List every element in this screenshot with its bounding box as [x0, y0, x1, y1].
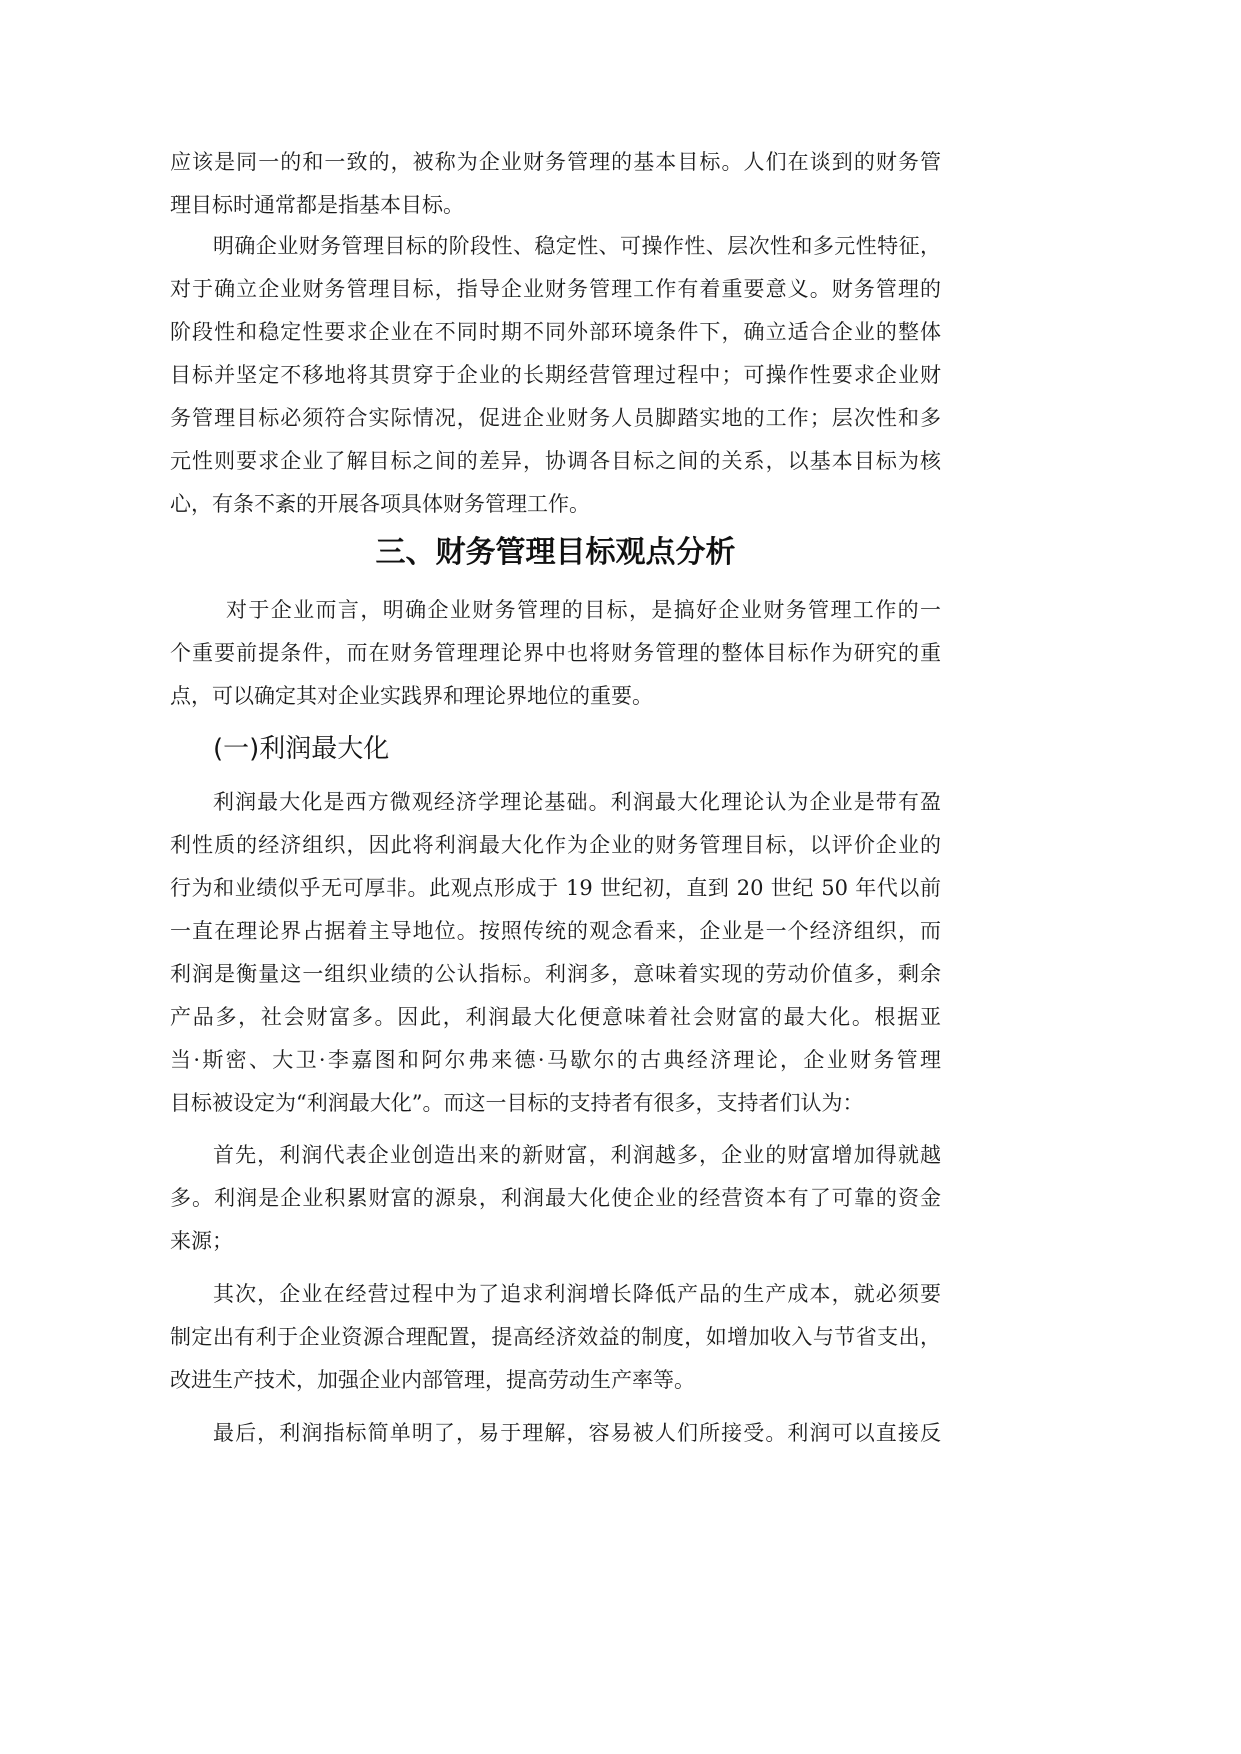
text-line: 利润是衡量这一组织业绩的公认指标。利润多，意味着实现的劳动价值多，剩余	[170, 962, 941, 986]
subsection-heading: (一)利润最大化	[213, 734, 390, 764]
text-line: 多。利润是企业积累财富的源泉，利润最大化使企业的经营资本有了可靠的资金	[170, 1186, 941, 1210]
text-line: 其次，企业在经营过程中为了追求利润增长降低产品的生产成本，就必须要	[213, 1282, 941, 1306]
text-line: 最后，利润指标简单明了，易于理解，容易被人们所接受。利润可以直接反	[213, 1421, 941, 1445]
text-line: 制定出有利于企业资源合理配置，提高经济效益的制度，如增加收入与节省支出，	[170, 1325, 941, 1349]
text-line: 改进生产技术，加强企业内部管理，提高劳动生产率等。	[170, 1368, 695, 1392]
text-line: 行为和业绩似乎无可厚非。此观点形成于 19 世纪初，直到 20 世纪 50 年代以前	[170, 876, 941, 900]
paragraph	[170, 141, 941, 227]
paragraph	[170, 781, 941, 1125]
section-heading: 三、财务管理目标观点分析	[375, 535, 736, 570]
text-line: 利性质的经济组织，因此将利润最大化作为企业的财务管理目标，以评价企业的	[170, 833, 941, 857]
text-line: 对于企业而言，明确企业财务管理的目标，是搞好企业财务管理工作的一	[226, 598, 941, 622]
text-line: 首先，利润代表企业创造出来的新财富，利润越多，企业的财富增加得就越	[213, 1143, 941, 1167]
text-line: 明确企业财务管理目标的阶段性、稳定性、可操作性、层次性和多元性特征，	[213, 234, 941, 258]
text-line: 利润最大化是西方微观经济学理论基础。利润最大化理论认为企业是带有盈	[213, 790, 941, 814]
paragraph	[170, 225, 941, 526]
text-line: 一直在理论界占据着主导地位。按照传统的观念看来，企业是一个经济组织，而	[170, 919, 941, 943]
text-line: 目标并坚定不移地将其贯穿于企业的长期经营管理过程中；可操作性要求企业财	[170, 363, 941, 387]
text-line: 个重要前提条件，而在财务管理理论界中也将财务管理的整体目标作为研究的重	[170, 641, 941, 665]
paragraph	[170, 1134, 941, 1263]
text-line: 理目标时通常都是指基本目标。	[170, 193, 464, 217]
text-line: 阶段性和稳定性要求企业在不同时期不同外部环境条件下，确立适合企业的整体	[170, 320, 941, 344]
paragraph	[170, 1412, 941, 1455]
paragraph	[170, 1273, 941, 1402]
text-line: 当·斯密、大卫·李嘉图和阿尔弗来德·马歇尔的古典经济理论，企业财务管理	[170, 1048, 941, 1072]
paragraph	[170, 589, 941, 718]
text-line: 务管理目标必须符合实际情况，促进企业财务人员脚踏实地的工作；层次性和多	[170, 406, 941, 430]
text-line: 目标被设定为“利润最大化”。而这一目标的支持者有很多，支持者们认为：	[170, 1091, 864, 1115]
text-line: 心，有条不紊的开展各项具体财务管理工作。	[170, 492, 590, 516]
text-line: 产品多，社会财富多。因此，利润最大化便意味着社会财富的最大化。根据亚	[170, 1005, 941, 1029]
text-line: 应该是同一的和一致的，被称为企业财务管理的基本目标。人们在谈到的财务管	[170, 150, 941, 174]
text-line: 点，可以确定其对企业实践界和理论界地位的重要。	[170, 684, 653, 708]
text-line: 来源；	[170, 1229, 233, 1253]
text-line: 对于确立企业财务管理目标，指导企业财务管理工作有着重要意义。财务管理的	[170, 277, 941, 301]
text-line: 元性则要求企业了解目标之间的差异，协调各目标之间的关系，以基本目标为核	[170, 449, 941, 473]
